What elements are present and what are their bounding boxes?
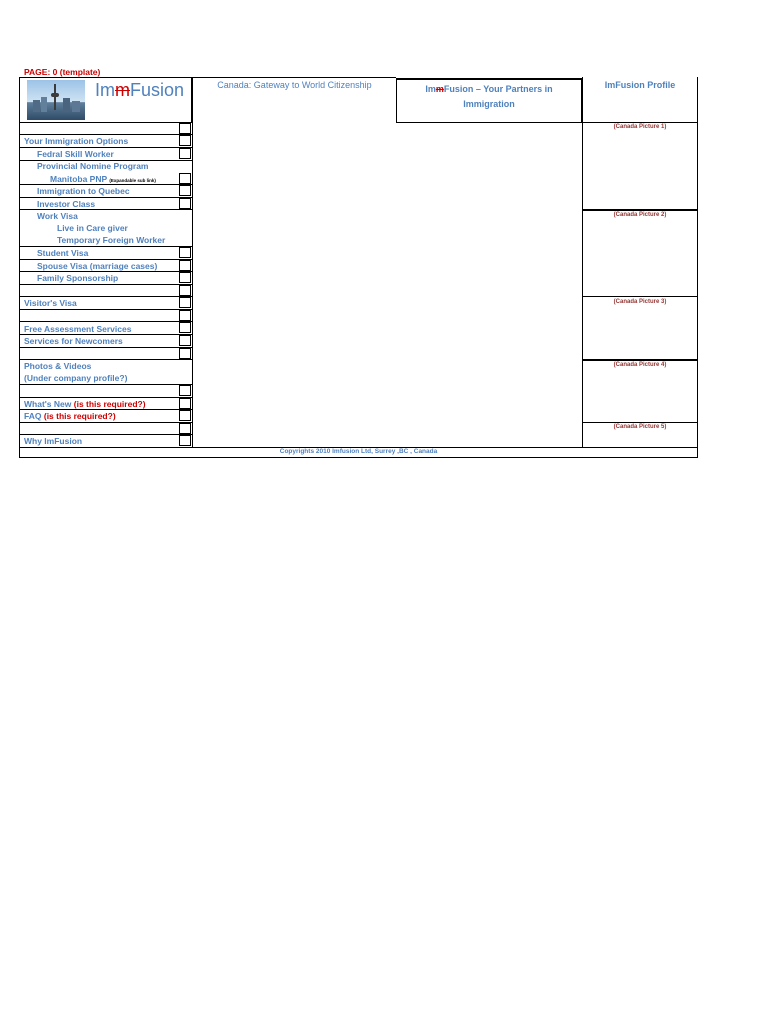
nav-rule — [19, 309, 193, 310]
nav-checkbox[interactable] — [179, 123, 191, 134]
nav-checkbox[interactable] — [179, 435, 191, 446]
nav-live-in-care-giver[interactable]: Live in Care giver — [57, 223, 128, 233]
nav-checkbox[interactable] — [179, 272, 191, 283]
nav-services-newcomers[interactable]: Services for Newcomers — [24, 336, 123, 346]
logo-pre: Im — [95, 80, 115, 100]
partners-mark: m — [435, 84, 444, 94]
footer-copyright: Copyrights 2010 Imfusion Ltd, Surrey ,BC , Canada — [279, 448, 438, 455]
nav-checkbox[interactable] — [179, 135, 191, 146]
nav-top-rule — [19, 122, 193, 123]
nav-photos-videos[interactable]: Photos & Videos — [24, 361, 92, 371]
nav-visitors-visa[interactable]: Visitor's Visa — [24, 298, 77, 308]
nav-rule — [19, 184, 193, 185]
nav-checkbox[interactable] — [179, 247, 191, 258]
nav-checkbox[interactable] — [179, 385, 191, 396]
nav-spouse-visa[interactable]: Spouse Visa (marriage cases) — [37, 261, 158, 271]
nav-federal-skill-worker[interactable]: Fedral Skill Worker — [37, 149, 114, 159]
nav-checkbox[interactable] — [179, 310, 191, 321]
nav-rule — [19, 134, 193, 135]
picture-divider — [582, 359, 698, 361]
column-divider-pictures — [582, 77, 583, 448]
picture-divider — [582, 422, 698, 423]
logo-mark: m — [115, 80, 130, 100]
partners-post: Fusion – Your Partners in Immigration — [443, 84, 553, 109]
nav-why-imfusion[interactable]: Why ImFusion — [24, 436, 83, 446]
whats-new-note: (is this required?) — [73, 399, 146, 409]
nav-manitoba-pnp[interactable] — [50, 174, 156, 184]
nav-checkbox[interactable] — [179, 322, 191, 333]
nav-rule — [19, 422, 193, 423]
logo[interactable] — [95, 80, 184, 101]
nav-rule — [19, 334, 193, 335]
picture-divider — [582, 209, 698, 211]
footer-bottom-rule — [19, 457, 698, 458]
nav-family-sponsorship[interactable]: Family Sponsorship — [37, 273, 119, 283]
page-label-prefix: PAGE: 0 — [24, 67, 60, 77]
nav-rule — [19, 284, 193, 285]
nav-student-visa[interactable]: Student Visa — [37, 248, 89, 258]
nav-checkbox[interactable] — [179, 185, 191, 196]
nav-rule — [19, 384, 193, 385]
column-divider-nav — [192, 77, 193, 448]
nav-whats-new-label: What's New — [24, 399, 72, 409]
toronto-skyline-photo — [27, 80, 85, 120]
nav-rule — [19, 296, 193, 297]
partners-pre: Im — [425, 84, 436, 94]
nav-checkbox[interactable] — [179, 260, 191, 271]
nav-free-assessment[interactable]: Free Assessment Services — [24, 324, 132, 334]
page-label-note: (template) — [59, 67, 101, 77]
nav-checkbox[interactable] — [179, 198, 191, 209]
nav-checkbox[interactable] — [179, 410, 191, 421]
canada-picture-2: (Canada Picture 2) — [613, 212, 667, 218]
nav-rule — [19, 434, 193, 435]
nav-rule — [19, 271, 193, 272]
nav-investor-class[interactable]: Investor Class — [37, 199, 96, 209]
profile-link[interactable]: ImFusion Profile — [604, 80, 676, 90]
nav-checkbox[interactable] — [179, 423, 191, 434]
nav-rule — [19, 259, 193, 260]
canada-picture-3: (Canada Picture 3) — [613, 299, 667, 305]
nav-checkbox[interactable] — [179, 297, 191, 308]
nav-rule — [19, 209, 193, 210]
pictures-top-rule — [582, 122, 698, 123]
nav-rule — [19, 397, 193, 398]
nav-manitoba-pnp-label: Manitoba PNP — [50, 174, 107, 184]
canada-picture-4: (Canada Picture 4) — [613, 362, 667, 368]
nav-work-visa[interactable]: Work Visa — [37, 211, 78, 221]
nav-checkbox[interactable] — [179, 348, 191, 359]
nav-whats-new[interactable] — [24, 399, 146, 409]
nav-temporary-foreign-worker[interactable]: Temporary Foreign Worker — [57, 235, 166, 245]
frame-right — [697, 77, 698, 458]
expandable-note: (Expandable sub link) — [109, 178, 156, 183]
nav-checkbox[interactable] — [179, 335, 191, 346]
nav-checkbox[interactable] — [179, 285, 191, 296]
faq-note: (is this required?) — [43, 411, 116, 421]
page-title: Canada: Gateway to World Citizenship — [217, 80, 372, 90]
canada-picture-5: (Canada Picture 5) — [613, 424, 667, 430]
nav-checkbox[interactable] — [179, 398, 191, 409]
nav-immigration-options[interactable]: Your Immigration Options — [24, 136, 129, 146]
nav-checkbox[interactable] — [179, 148, 191, 159]
nav-provincial-nominee[interactable]: Provincial Nomine Program — [37, 161, 149, 171]
nav-rule — [19, 409, 193, 410]
logo-post: Fusion — [130, 80, 185, 100]
nav-rule — [19, 147, 193, 148]
canada-picture-1: (Canada Picture 1) — [613, 124, 667, 130]
nav-quebec[interactable]: Immigration to Quebec — [37, 186, 130, 196]
nav-rule — [19, 347, 193, 348]
nav-rule — [19, 321, 193, 322]
picture-divider — [582, 296, 698, 297]
page-label — [24, 67, 100, 77]
nav-rule — [19, 359, 193, 360]
photos-note: (Under company profile?) — [24, 373, 128, 383]
partners-tagline — [400, 82, 578, 112]
nav-faq-label: FAQ — [24, 411, 42, 421]
nav-rule — [19, 197, 193, 198]
nav-rule — [19, 246, 193, 247]
nav-checkbox[interactable] — [179, 173, 191, 184]
nav-faq[interactable] — [24, 411, 116, 421]
